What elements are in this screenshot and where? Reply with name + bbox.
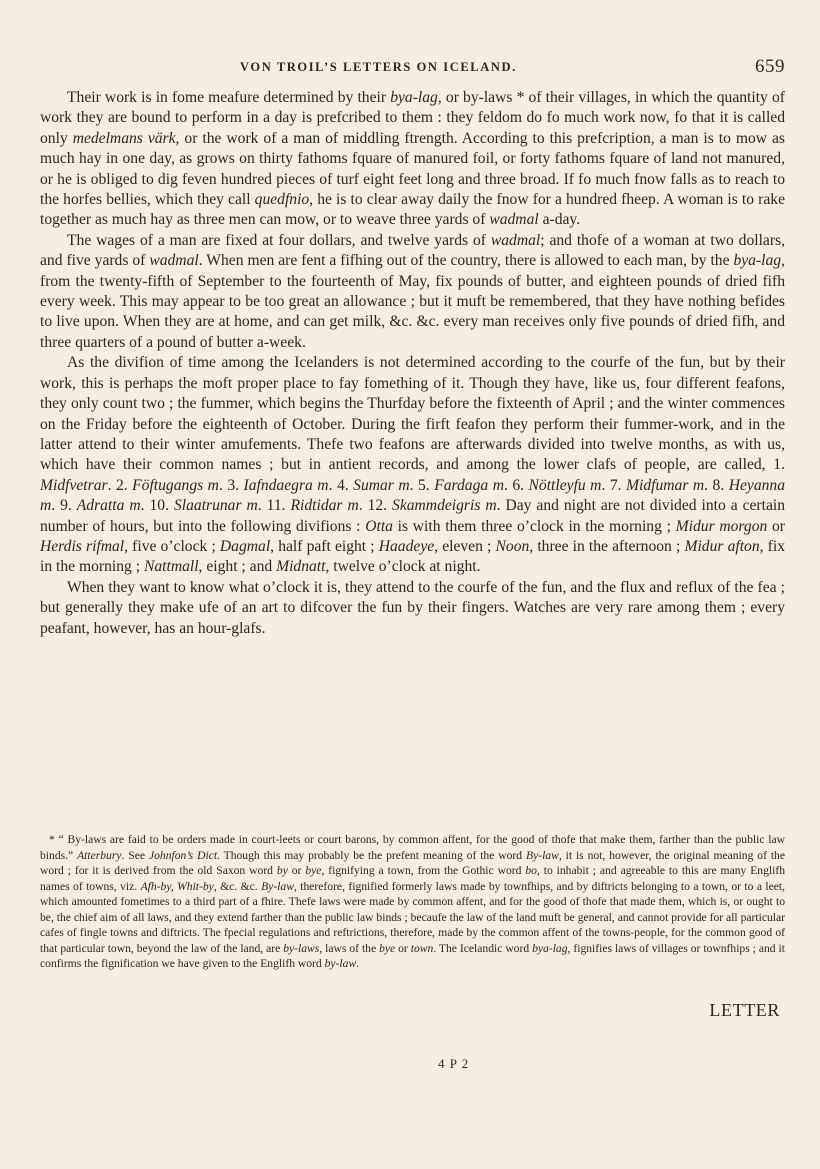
text-run: , eleven ;: [434, 537, 496, 555]
text-run: . Though this may probably be the prefent meaning of the word: [217, 848, 526, 862]
italic-term: by-laws: [283, 941, 320, 955]
italic-term: Heyanna m: [40, 476, 786, 515]
italic-term: Midfvetrar: [40, 476, 108, 494]
italic-term: Otta: [365, 517, 393, 535]
italic-term: Iafndaegra m: [243, 476, 329, 494]
text-run: or: [767, 517, 785, 535]
italic-term: Fardaga m: [434, 476, 504, 494]
text-run: . 7.: [601, 476, 627, 494]
text-run: , or the work of a man of middling ftrength. According to this prefcription, a man is to mow as much hay in one day, as grows on thirty fathoms fquare of manured foil, or forty fathoms fquare of land not manured, or he is obliged to dig feven hundred pieces of turf eight feet long and three broad. If fo much fnow falls as to reach to the horfes bellies, which they call: [40, 129, 785, 209]
italic-term: Midnatt: [276, 558, 326, 576]
italic-term: Afh-by, Whit-by: [140, 879, 214, 893]
text-run: When they want to know what o’clock it is, they attend to the courfe of the fun, and the flux and reflux of the fea ; but generally they make ufe of an art to difcover the fun by their fingers. Watches are very rare among them ; every peafant, however, has an hour-glafs.: [40, 578, 785, 637]
text-run: . 4.: [328, 476, 354, 494]
running-head: [40, 56, 785, 84]
running-title: VON TROIL’S LETTERS ON ICELAND.: [240, 60, 517, 74]
signature-mark: 4 P 2: [438, 1056, 470, 1071]
text-run: . 8.: [704, 476, 729, 494]
italic-term: wadmal: [489, 211, 539, 229]
italic-term: bya-lag: [733, 252, 782, 270]
text-run: or: [395, 941, 411, 955]
catchword: LETTER: [709, 1000, 780, 1020]
paragraph-wages: [40, 231, 785, 353]
italic-term: Sumar m: [353, 476, 410, 494]
italic-term: By-law: [261, 879, 294, 893]
italic-term: Midur morgon: [675, 517, 768, 535]
text-run: or: [287, 864, 306, 877]
italic-term: Dagmal: [219, 537, 271, 555]
text-run: . 5.: [409, 476, 435, 494]
italic-term: wadmal: [490, 231, 541, 249]
italic-term: Adratta m: [76, 497, 141, 515]
text-run: . 3.: [218, 476, 244, 494]
text-run: , &c. &c.: [213, 879, 262, 893]
text-run: . When men are fent a fifhing out of the country, there is allowed to each man, by the: [198, 252, 734, 270]
italic-term: Johnfon’s Dict: [148, 848, 218, 862]
body-text: [40, 88, 785, 639]
text-run: . 9.: [51, 497, 77, 515]
text-run: , three in the afternoon ;: [529, 537, 685, 555]
italic-term: by-law: [324, 957, 357, 970]
text-run: .: [356, 957, 360, 970]
page-number: 659: [755, 56, 785, 77]
italic-term: bya-lag: [390, 89, 438, 106]
text-run: a-day.: [538, 211, 581, 229]
text-run: ; and thofe of a woman at two dollars, and five yards of: [40, 231, 785, 270]
text-run: , fix in the morning ;: [40, 537, 785, 576]
italic-term: medelmans värk: [72, 129, 176, 147]
text-run: . See: [121, 848, 149, 862]
italic-term: bye: [305, 864, 322, 877]
paragraph-telling-time: [40, 578, 785, 639]
text-run: . 6.: [503, 476, 529, 494]
text-run: . 10.: [140, 497, 174, 515]
italic-term: bya-lag: [532, 941, 568, 955]
text-run: The wages of a man are fixed at four dollars, and twelve yards of: [67, 231, 491, 249]
text-run: , laws of the: [319, 941, 380, 955]
text-run: , fignifying a town, from the Gothic word: [321, 864, 526, 877]
italic-term: Ridtidar m: [290, 497, 359, 515]
text-run: . 11.: [257, 497, 291, 515]
text-run: , therefore, fignified formerly laws made by townfhips, and by diftricts belonging to a town, or to a leet, which amounted fometimes to a third part of a fhire. Thefe laws were made by common affent, and for the good of thofe that made them, which is, or ought to be, the chief aim of all laws, and they extend farther than the public law binds ; becaufe the law of the land muft be general, and cannot provide for all particular cafes of fingle towns and diftricts. The fpecial regulations and reftrictions, therefore, made by the common affent of the towns-people, for the common good of that particular town, beyond the law of the land, are: [40, 879, 786, 955]
italic-term: Föftugangs m: [132, 476, 219, 494]
italic-term: Midur afton: [684, 537, 760, 555]
text-run: . 12.: [358, 497, 393, 515]
italic-term: Skammdeigris m: [392, 497, 497, 515]
italic-term: bye: [379, 941, 396, 955]
text-run: , from the twenty-fifth of September to the fourteenth of May, fix pounds of butter, and eighteen pounds of dried fifh every week. This may appear to be too great an allowance ; but it muft be remembered, that they have nothing befides to live upon. When they are at home, and can get milk, &c. &c. every man receives only five pounds of dried fifh, and three quarters of a pound of butter a-week.: [40, 252, 786, 351]
italic-term: town: [410, 941, 434, 955]
italic-term: Herdis rifmal: [40, 537, 125, 555]
paragraph-work-by-laws: [40, 88, 785, 231]
text-run: , he is to clear away daily the fnow for a hundred fheep. A woman is to rake together as much hay as three men can mow, or to weave three yards of: [40, 191, 785, 229]
text-run: , or by-laws * of their villages, in which the quantity of work they are bound to perform in a day is prefcribed to them : they feldom do fo much work now, fo that it is called only: [40, 89, 785, 147]
paragraph-division-of-time: [40, 353, 785, 577]
text-run: As the divifion of time among the Icelanders is not determined according to the courfe of the fun, but by their work, this is perhaps the moft proper place to fay fomething of it. Though they have, like us, four different feafons, they only count two ; the fummer, which begins the Thurfday before the fixteenth of April ; and the winter commences on the Friday before the eighteenth of October. During the firft feafon they perform their fummer-work, and in the latter attend to their winter amufements. Thefe two feafons are afterwards divided into twelve months, as with us, which have their common names ; but in antient records, and among the lower clafs of people, are called, 1.: [40, 354, 785, 474]
text-run: Their work is in fome meafure determined by their: [67, 89, 391, 106]
italic-term: By-law: [525, 848, 559, 862]
text-run: , five o’clock ;: [124, 537, 220, 555]
text-run: , to inhabit ; and agreeable to this are many Englifh names of towns, viz.: [40, 864, 785, 893]
italic-term: Atterbury: [77, 848, 122, 862]
italic-term: Haadeye: [378, 537, 435, 555]
italic-term: wadmal: [149, 252, 199, 270]
text-run: , twelve o’clock at night.: [325, 558, 481, 576]
text-run: , fignifies laws of villages or townfhips ; and it confirms the fignification we have given to the Englifh word: [40, 941, 785, 970]
text-run: . The Icelandic word: [433, 941, 533, 955]
text-run: is with them three o’clock in the morning ;: [392, 517, 676, 535]
italic-term: Nattmall: [143, 558, 199, 576]
footnote: [40, 832, 785, 972]
text-run: . Day and night are not divided into a certain number of hours, but into the following divifions :: [40, 497, 786, 535]
text-run: , it is not, however, the original meaning of the word ; for it is derived from the old Saxon word: [40, 848, 785, 877]
italic-term: Noon: [495, 537, 530, 555]
text-run: . 2.: [107, 476, 133, 494]
italic-term: by: [276, 864, 288, 877]
italic-term: quedfnio: [254, 191, 310, 209]
text-run: , eight ; and: [198, 558, 277, 576]
italic-term: bo: [525, 864, 537, 877]
text-run: , half paft eight ;: [270, 537, 379, 555]
italic-term: Slaatrunar m: [173, 497, 258, 515]
footnote-by-laws: [40, 832, 785, 972]
italic-term: Nöttleyfu m: [528, 476, 602, 494]
text-run: * “ By-laws are faid to be orders made in court-leets or court barons, by common affent, for the good of thofe that make them, farther than the public law binds.”: [40, 833, 785, 862]
italic-term: Midfumar m: [626, 476, 705, 494]
